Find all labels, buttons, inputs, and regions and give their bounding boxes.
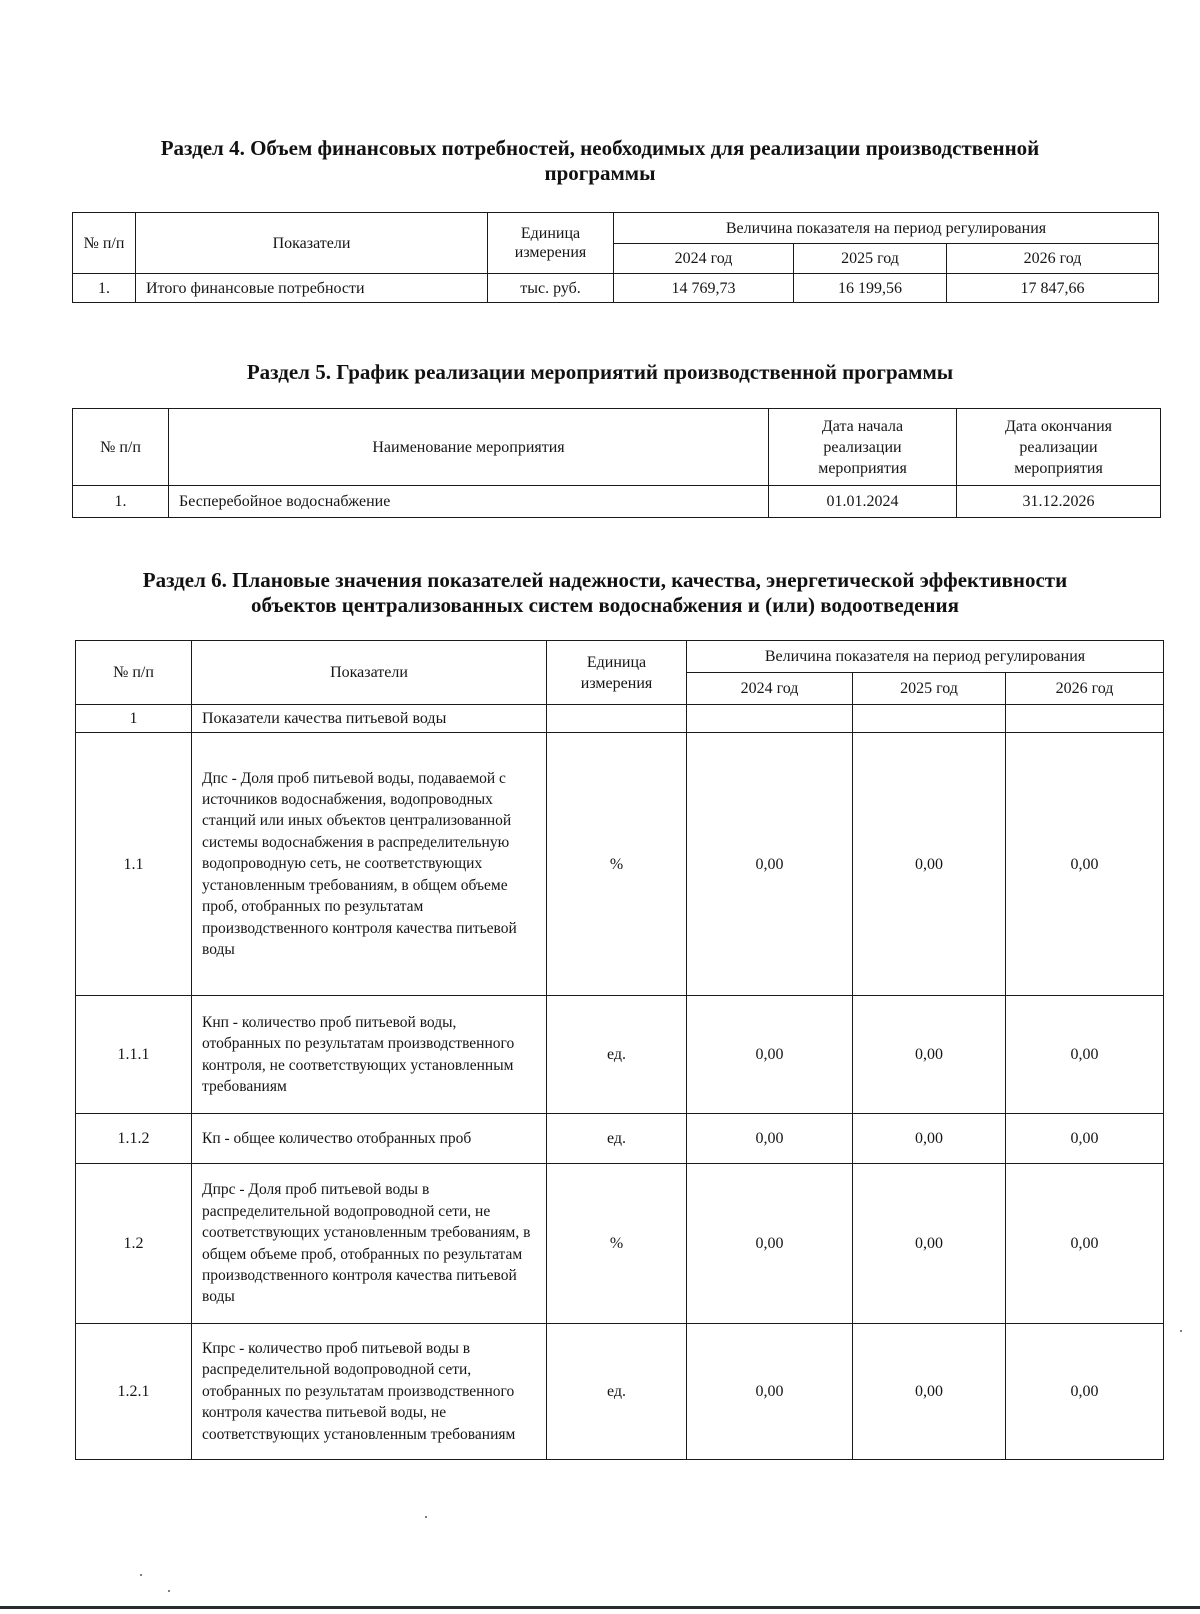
indicators-table <box>75 640 1164 1460</box>
group-value-2026 <box>1006 705 1164 733</box>
section4-title <box>60 136 1140 186</box>
row-num: 1.1.2 <box>76 1114 192 1164</box>
section4-title-line2: программы <box>544 161 656 185</box>
schedule-table <box>72 408 1161 518</box>
group-unit <box>547 705 687 733</box>
row-indicator: Итого финансовые потребности <box>136 274 488 303</box>
row-value-2024: 0,00 <box>687 733 853 996</box>
header-period: Величина показателя на период регулирования <box>614 213 1159 244</box>
table-row <box>76 733 1164 996</box>
table-row <box>76 996 1164 1114</box>
financial-needs-table <box>72 212 1159 303</box>
group-value-2025 <box>853 705 1006 733</box>
row-value-2026: 0,00 <box>1006 1324 1164 1460</box>
header-indicator: Показатели <box>136 213 488 274</box>
header-year-2025: 2025 год <box>853 673 1006 705</box>
row-value-2024: 0,00 <box>687 1164 853 1324</box>
row-value-2024: 14 769,73 <box>614 274 794 303</box>
table-row <box>73 274 1159 303</box>
scan-speck <box>168 1590 170 1592</box>
row-unit: тыс. руб. <box>488 274 614 303</box>
scan-speck <box>1180 1330 1182 1332</box>
row-value-2025: 0,00 <box>853 1164 1006 1324</box>
row-end-date: 31.12.2026 <box>957 486 1161 518</box>
header-num: № п/п <box>76 641 192 705</box>
header-unit: Единица измерения <box>488 213 614 274</box>
row-value-2026: 0,00 <box>1006 1164 1164 1324</box>
row-event-name: Бесперебойное водоснабжение <box>169 486 769 518</box>
row-num: 1. <box>73 486 169 518</box>
header-year-2026: 2026 год <box>1006 673 1164 705</box>
table-row <box>76 1324 1164 1460</box>
row-value-2025: 0,00 <box>853 733 1006 996</box>
row-unit: % <box>547 733 687 996</box>
row-indicator: Кнп - количество проб питьевой воды, отобранных по результатам производственного контроля, не соответствующих установленным требованиям <box>192 996 547 1114</box>
scan-edge-line <box>0 1606 1200 1609</box>
group-row <box>76 705 1164 733</box>
row-value-2026: 17 847,66 <box>947 274 1159 303</box>
row-value-2026: 0,00 <box>1006 1114 1164 1164</box>
header-indicator: Показатели <box>192 641 547 705</box>
row-num: 1.2 <box>76 1164 192 1324</box>
row-unit: % <box>547 1164 687 1324</box>
row-indicator: Дпрс - Доля проб питьевой воды в распределительной водопроводной сети, не соответствующих установленным требованиям, в общем объеме проб, отобранных по результатам производственного контроля качества питьевой воды <box>192 1164 547 1324</box>
row-unit: ед. <box>547 1324 687 1460</box>
table-row <box>76 1164 1164 1324</box>
header-year-2024: 2024 год <box>687 673 853 705</box>
header-end-date: Дата окончания реализации мероприятия <box>957 409 1161 486</box>
group-value-2024 <box>687 705 853 733</box>
header-event-name: Наименование мероприятия <box>169 409 769 486</box>
table-row <box>73 486 1161 518</box>
row-unit: ед. <box>547 996 687 1114</box>
row-indicator: Дпс - Доля проб питьевой воды, подаваемой с источников водоснабжения, водопроводных станций или иных объектов централизованной системы водоснабжения в распределительную водопроводную сеть, не соответствующих установленным требованиям, в общем объеме проб, отобранных по результатам производственного контроля качества питьевой воды <box>192 733 547 996</box>
section6-title-line2: объектов централизованных систем водоснабжения и (или) водоотведения <box>251 593 959 617</box>
row-value-2025: 0,00 <box>853 1324 1006 1460</box>
header-year-2026: 2026 год <box>947 244 1159 274</box>
scan-speck <box>425 1516 427 1518</box>
section5-title: Раздел 5. График реализации мероприятий производственной программы <box>246 360 954 384</box>
row-num: 1.1.1 <box>76 996 192 1114</box>
section6-title-line1: Раздел 6. Плановые значения показателей надежности, качества, энергетической эффективности <box>142 568 1068 592</box>
header-unit: Единица измерения <box>547 641 687 705</box>
row-value-2024: 0,00 <box>687 1324 853 1460</box>
row-value-2025: 0,00 <box>853 996 1006 1114</box>
group-name: Показатели качества питьевой воды <box>192 705 547 733</box>
row-value-2025: 16 199,56 <box>794 274 947 303</box>
row-unit: ед. <box>547 1114 687 1164</box>
scan-speck <box>140 1574 142 1576</box>
header-year-2024: 2024 год <box>614 244 794 274</box>
row-indicator: Кп - общее количество отобранных проб <box>192 1114 547 1164</box>
row-value-2025: 0,00 <box>853 1114 1006 1164</box>
header-year-2025: 2025 год <box>794 244 947 274</box>
row-value-2026: 0,00 <box>1006 996 1164 1114</box>
row-num: 1.2.1 <box>76 1324 192 1460</box>
row-num: 1.1 <box>76 733 192 996</box>
section4-title-line1: Раздел 4. Объем финансовых потребностей, необходимых для реализации производственной <box>160 136 1040 160</box>
row-start-date: 01.01.2024 <box>769 486 957 518</box>
group-num: 1 <box>76 705 192 733</box>
header-num: № п/п <box>73 409 169 486</box>
header-start-date: Дата начала реализации мероприятия <box>769 409 957 486</box>
table-row <box>76 1114 1164 1164</box>
section6-title <box>50 568 1160 618</box>
header-period: Величина показателя на период регулирования <box>687 641 1164 673</box>
row-value-2024: 0,00 <box>687 996 853 1114</box>
row-value-2026: 0,00 <box>1006 733 1164 996</box>
row-indicator: Кпрс - количество проб питьевой воды в распределительной водопроводной сети, отобранных по результатам производственного контроля качества питьевой воды, не соответствующих установленным требованиям <box>192 1324 547 1460</box>
header-num: № п/п <box>73 213 136 274</box>
row-value-2024: 0,00 <box>687 1114 853 1164</box>
row-num: 1. <box>73 274 136 303</box>
